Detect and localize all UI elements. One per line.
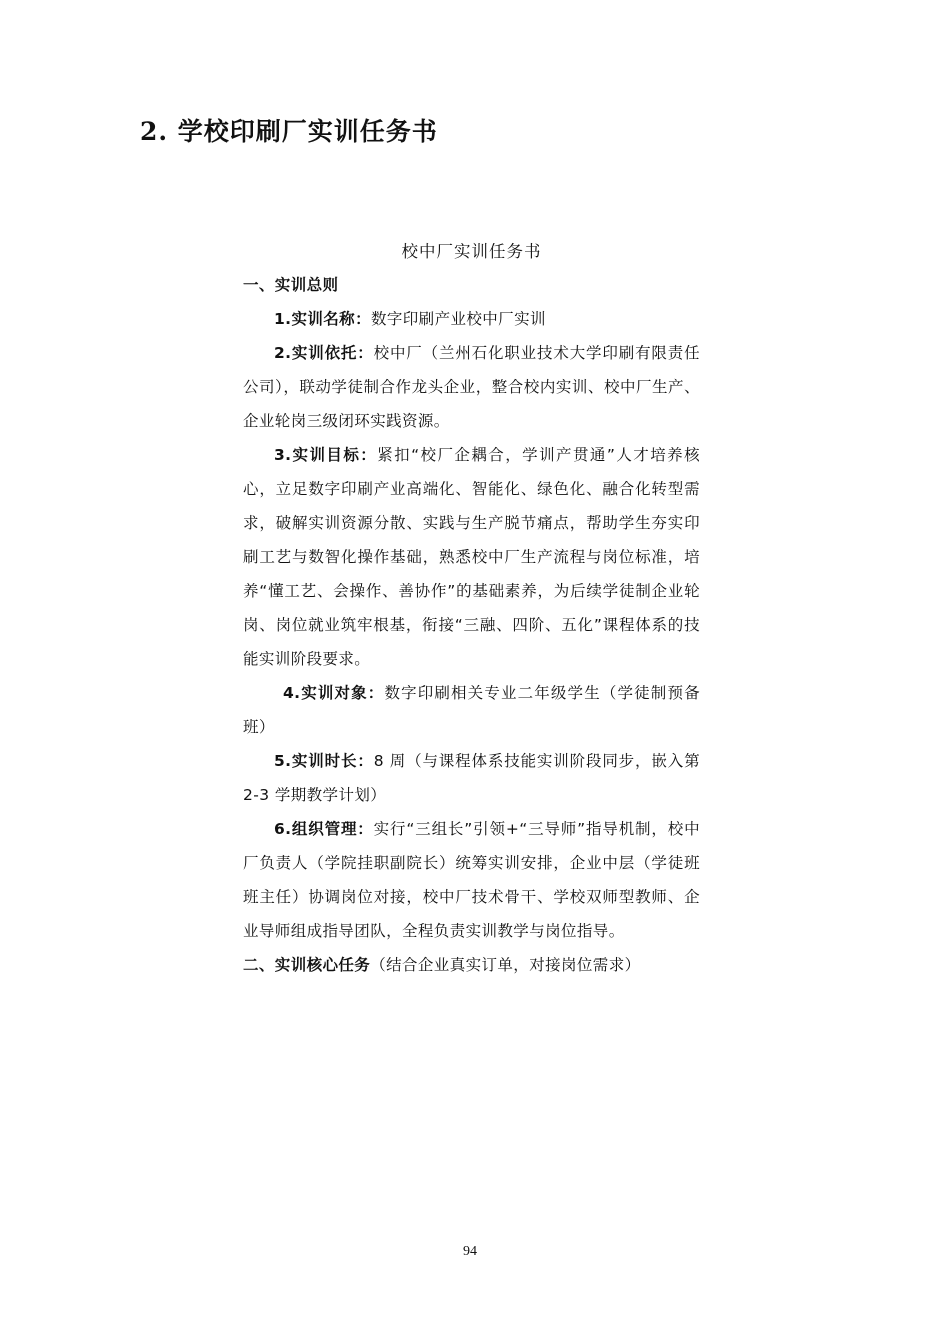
label-core-tasks: 二、实训核心任务 <box>243 956 371 974</box>
text-core-tasks-note: （结合企业真实订单，对接岗位需求） <box>370 956 641 974</box>
label-training-support: 2.实训依托： <box>274 344 374 362</box>
document-title: 校中厂实训任务书 <box>401 242 542 261</box>
label-training-goal: 3.实训目标： <box>274 446 378 464</box>
text-training-support: 校中厂（兰州石化职业技术大学印刷有限责任公司），联动学徒制合作龙头企业，整合校内实训、校中厂生产、企业轮岗三级闭环实践资源。 <box>243 344 700 430</box>
paragraph-training-support <box>243 336 700 438</box>
paragraph-training-name <box>243 302 700 336</box>
text-training-goal: 紧扣“校厂企耦合，学训产贯通”人才培养核心，立足数字印刷产业高端化、智能化、绿色化、融合化转型需求，破解实训资源分散、实践与生产脱节痛点，帮助学生夯实印刷工艺与数智化操作基础，熟悉校中厂生产流程与岗位标准，培养“懂工艺、会操作、善协作”的基础素养，为后续学徒制企业轮岗、岗位就业筑牢根基，衔接“三融、四阶、五化”课程体系的技能实训阶段要求。 <box>243 446 700 668</box>
paragraph-organization <box>243 812 700 948</box>
text-training-name: 数字印刷产业校中厂实训 <box>370 310 546 328</box>
paragraph-training-goal <box>243 438 700 676</box>
text-training-duration: 8 周（与课程体系技能实训阶段同步，嵌入第 2-3 学期教学计划） <box>243 752 700 804</box>
section-title-core-tasks <box>243 948 700 982</box>
label-training-name: 1.实训名称： <box>274 310 371 328</box>
label-organization: 6.组织管理： <box>274 820 374 838</box>
text-training-target: 数字印刷相关专业二年级学生（学徒制预备班） <box>243 684 700 736</box>
page-number: 94 <box>463 1244 477 1259</box>
section-heading: 2. 学校印刷厂实训任务书 <box>140 117 438 146</box>
paragraph-training-target <box>243 676 700 744</box>
paragraph-training-duration <box>243 744 700 812</box>
label-training-target: 4.实训对象： <box>283 684 385 702</box>
section-title-general: 一、实训总则 <box>243 276 339 294</box>
label-training-duration: 5.实训时长： <box>274 752 374 770</box>
document-body <box>243 268 700 982</box>
text-organization: 实行“三组长”引领+“三导师”指导机制，校中厂负责人（学院挂职副院长）统筹实训安排，企业中层（学徒班班主任）协调岗位对接，校中厂技术骨干、学校双师型教师、企业导师组成指导团队，全程负责实训教学与岗位指导。 <box>243 820 700 940</box>
